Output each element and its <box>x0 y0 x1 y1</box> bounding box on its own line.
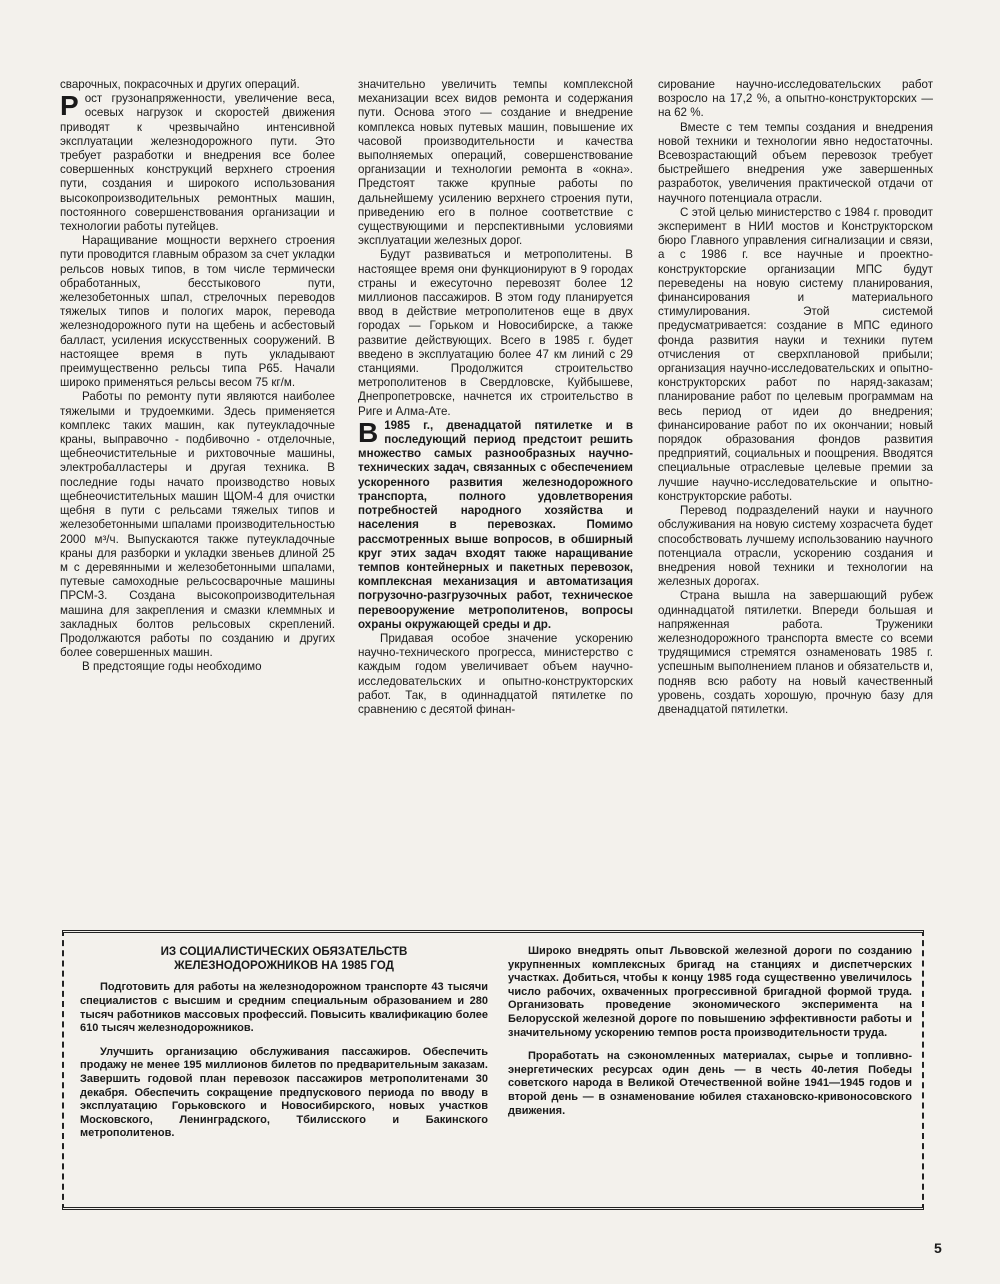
paragraph <box>60 92 335 234</box>
paragraph: сварочных, покрасочных и других операций. <box>60 78 300 91</box>
obligations-left-column <box>80 945 488 1151</box>
drop-cap: Р <box>60 90 79 122</box>
paragraph: сирование научно-исследовательских работ возросло на 17,2 %, а опытно-конструкторских — на 62 %. <box>658 78 933 120</box>
heading-line-2: ЖЕЛЕЗНОДОРОЖНИКОВ НА 1985 ГОД <box>174 959 394 973</box>
drop-cap: В <box>358 416 379 448</box>
paragraph: Улучшить организацию обслуживания пассажиров. Обеспечить продажу не менее 195 миллионов билетов по предварительным заказам. Завершить годовой план перевозок пассажиров метрополитенами 30 декабря. Обеспечить сокращение предпускового периода по вводу в эксплуатацию Горьковского и Новосибирского, новых участков Московского, Ленинградского, Тбилисского и Бакинского метрополитенов. <box>80 1045 488 1140</box>
paragraph: Придавая особое значение ускорению научно-технического прогресса, министерство с каждым годом увеличивает объем научно-исследовательских и опытно-конструкторских работ. Так, в одиннадцатой пятилетке по сравнению с десятой финан- <box>358 631 633 716</box>
page-number: 5 <box>934 1240 942 1256</box>
paragraph: Вместе с тем темпы создания и внедрения новой техники и технологии явно недостаточны. Всевозрастающий объем перевозок требует быстрейшего внедрения уже завершенных разработок, увеличения практической отдачи от научного потенциала отрасли. <box>658 120 933 205</box>
paragraph: Перевод подразделений науки и научного обслуживания на новую систему хозрасчета будет способствовать лучшему использованию научного потенциала отрасли, ускорению создания и внедрения новой техники и технологии на железных дорогах. <box>658 504 933 589</box>
article-column-1 <box>60 78 335 675</box>
heading-line-1: ИЗ СОЦИАЛИСТИЧЕСКИХ ОБЯЗАТЕЛЬСТВ <box>160 945 408 958</box>
paragraph-text: 1985 г., двенадцатой пятилетке и в последующий период предстоит решить множество самых разнообразных научно-технических задач, связанных с обеспечением ускоренного развития железнодорожного транспорта, полного удовлетворения потребностей народного хозяйства и населения в перевозках. Помимо рассмотренных выше вопросов, в обширный круг этих задач входят также наращивание темпов контейнерных и пакетных перевозок, комплексная механизация и автоматизация погрузочно-разгрузочных работ, техническое перевооружение метрополитенов, вопросы охраны окружающей среды и др. <box>358 418 633 631</box>
paragraph: Работы по ремонту пути являются наиболее тяжелыми и трудоемкими. Здесь применяется комплекс таких машин, как путеукладочные краны, выправочно - подбивочно - отделочные, щебнеочистительные и рихтовочные машины, электробалластеры и другая техника. В последние годы начато производство новых щебнеочистительных машин ЩОМ-4 для очистки щебня в пути с рельсами тяжелых типов и железобетонными шпалами производительностью 2000 м³/ч. Выпускаются также путеукладочные краны для разборки и укладки звеньев длиной 25 м с деревянными и железобетонными шпалами, путевые самоходные рельсосварочные машины ПРСМ-3. Создана высокопроизводительная машина для закрепления и смазки клеммных и закладных болтов рельсовых скреплений. Продолжаются работы по созданию и других более совершенных машин. <box>60 390 335 660</box>
paragraph: Страна вышла на завершающий рубеж одиннадцатой пятилетки. Впереди большая и напряженная работа. Труженики железнодорожного транспорта вместе со всеми трудящимися стремятся ознаменовать 1985 г. успешным выполнением планов и обязательств и, подняв всю работу на новый качественный уровень, создать хорошую, прочную базу для двенадцатой пятилетки. <box>658 589 933 716</box>
paragraph: Наращивание мощности верхнего строения пути проводится главным образом за счет укладки рельсов новых типов, в том числе термически обработанных, бесстыкового пути, железобетонных шпал, стрелочных переводов тяжелых типов и пологих марок, перевода железнодорожного пути на щебень и асбестовый балласт, усиления искусственных сооружений. В настоящее время в путь укладывают преимущественно рельсы типа Р65. Начали широко применяться рельсы весом 75 кг/м. <box>60 234 335 390</box>
paragraph <box>358 416 633 632</box>
article-column-2 <box>358 78 633 717</box>
obligations-right-column <box>508 945 912 1128</box>
article-column-3 <box>658 78 933 717</box>
paragraph: Подготовить для работы на железнодорожном транспорте 43 тысячи специалистов с высшим и средним специальным образованием и 280 тысяч работников массовых профессий. Повысить квалификацию более 610 тысяч железнодорожников. <box>80 981 488 1035</box>
paragraph: Широко внедрять опыт Львовской железной дороги по созданию укрупненных комплексных бригад на станциях и диспетчерских участках. Добиться, чтобы к концу 1985 года существенно увеличилось число рабочих, охваченных прогрессивной бригадной формой труда. Организовать проведение экономического эксперимента на Белорусской железной дороге по повышению эффективности работы и значительному ускорению темпов роста производительности труда. <box>508 945 912 1039</box>
obligations-box <box>62 930 924 1210</box>
obligations-heading <box>80 945 488 973</box>
paragraph: С этой целью министерство с 1984 г. проводит эксперимент в НИИ мостов и Конструкторском бюро Главного управления сигнализации и связи, а с 1986 г. все научные и проектно-конструкторские организации МПС будут переведены на новую систему планирования, финансирования и материального стимулирования. Этой системой предусматривается: создание в МПС единого фонда развития науки и техники путем отчисления от сверхплановой прибыли; организация научно-исследовательских и опытно-конструкторских работ по наряд-заказам; планирование работ по целевым программам на весь период от идеи до внедрения; финансирование работ по их окончании; новый порядок образования фондов развития предприятий, социальных и поощрения. Вводятся специальные отраслевые целевые премии за лучшие научно-исследовательские и опытно-конструкторские работы. <box>658 205 933 503</box>
paragraph: В предстоящие годы необходимо <box>82 660 262 674</box>
paragraph-text: ост грузонапряженности, увеличение веса, осевых нагрузок и скоростей движения приводят к чрезвычайно интенсивной эксплуатации железнодорожного пути. Это требует разработки и внедрения все более совершенных конструкций верхнего строения пути, создания и широкого использования высокопроизводительных ремонтных машин, постоянного совершенствования организации и технологии работы путейцев. <box>60 92 335 234</box>
paragraph: Будут развиваться и метрополитены. В настоящее время они функционируют в 9 городах страны и ежесуточно перевозят более 12 миллионов пассажиров. В этом году планируется ввод в действие метрополитенов еще в двух городах — Горьком и Новосибирске, а также развитие действующих. Всего в 1985 г. будет введено в эксплуатацию более 47 км линий с 29 станциями. Продолжится строительство метрополитенов в Свердловске, Куйбышеве, Днепропетровске, начнется их строительство в Риге и Алма-Ате. <box>358 248 633 418</box>
paragraph: значительно увеличить темпы комплексной механизации всех видов ремонта и содержания пути. Основа этого — создание и внедрение комплекса новых путевых машин, повышение их часовой производительности и качества выполняемых операций, совершенствование организации и технологии ремонта в «окна». Предстоят также крупные работы по дальнейшему усилению верхнего строения пути, приведению его в полное соответствие с существующими и перспективными условиями эксплуатации железных дорог. <box>358 78 633 248</box>
paragraph: Проработать на сэкономленных материалах, сырье и топливно-энергетических ресурсах один день — в честь 40-летия Победы советского народа в Великой Отечественной войне 1941—1945 годов и второй день — в ознаменование юбилея стахановско-кривоносовского движения. <box>508 1050 912 1117</box>
